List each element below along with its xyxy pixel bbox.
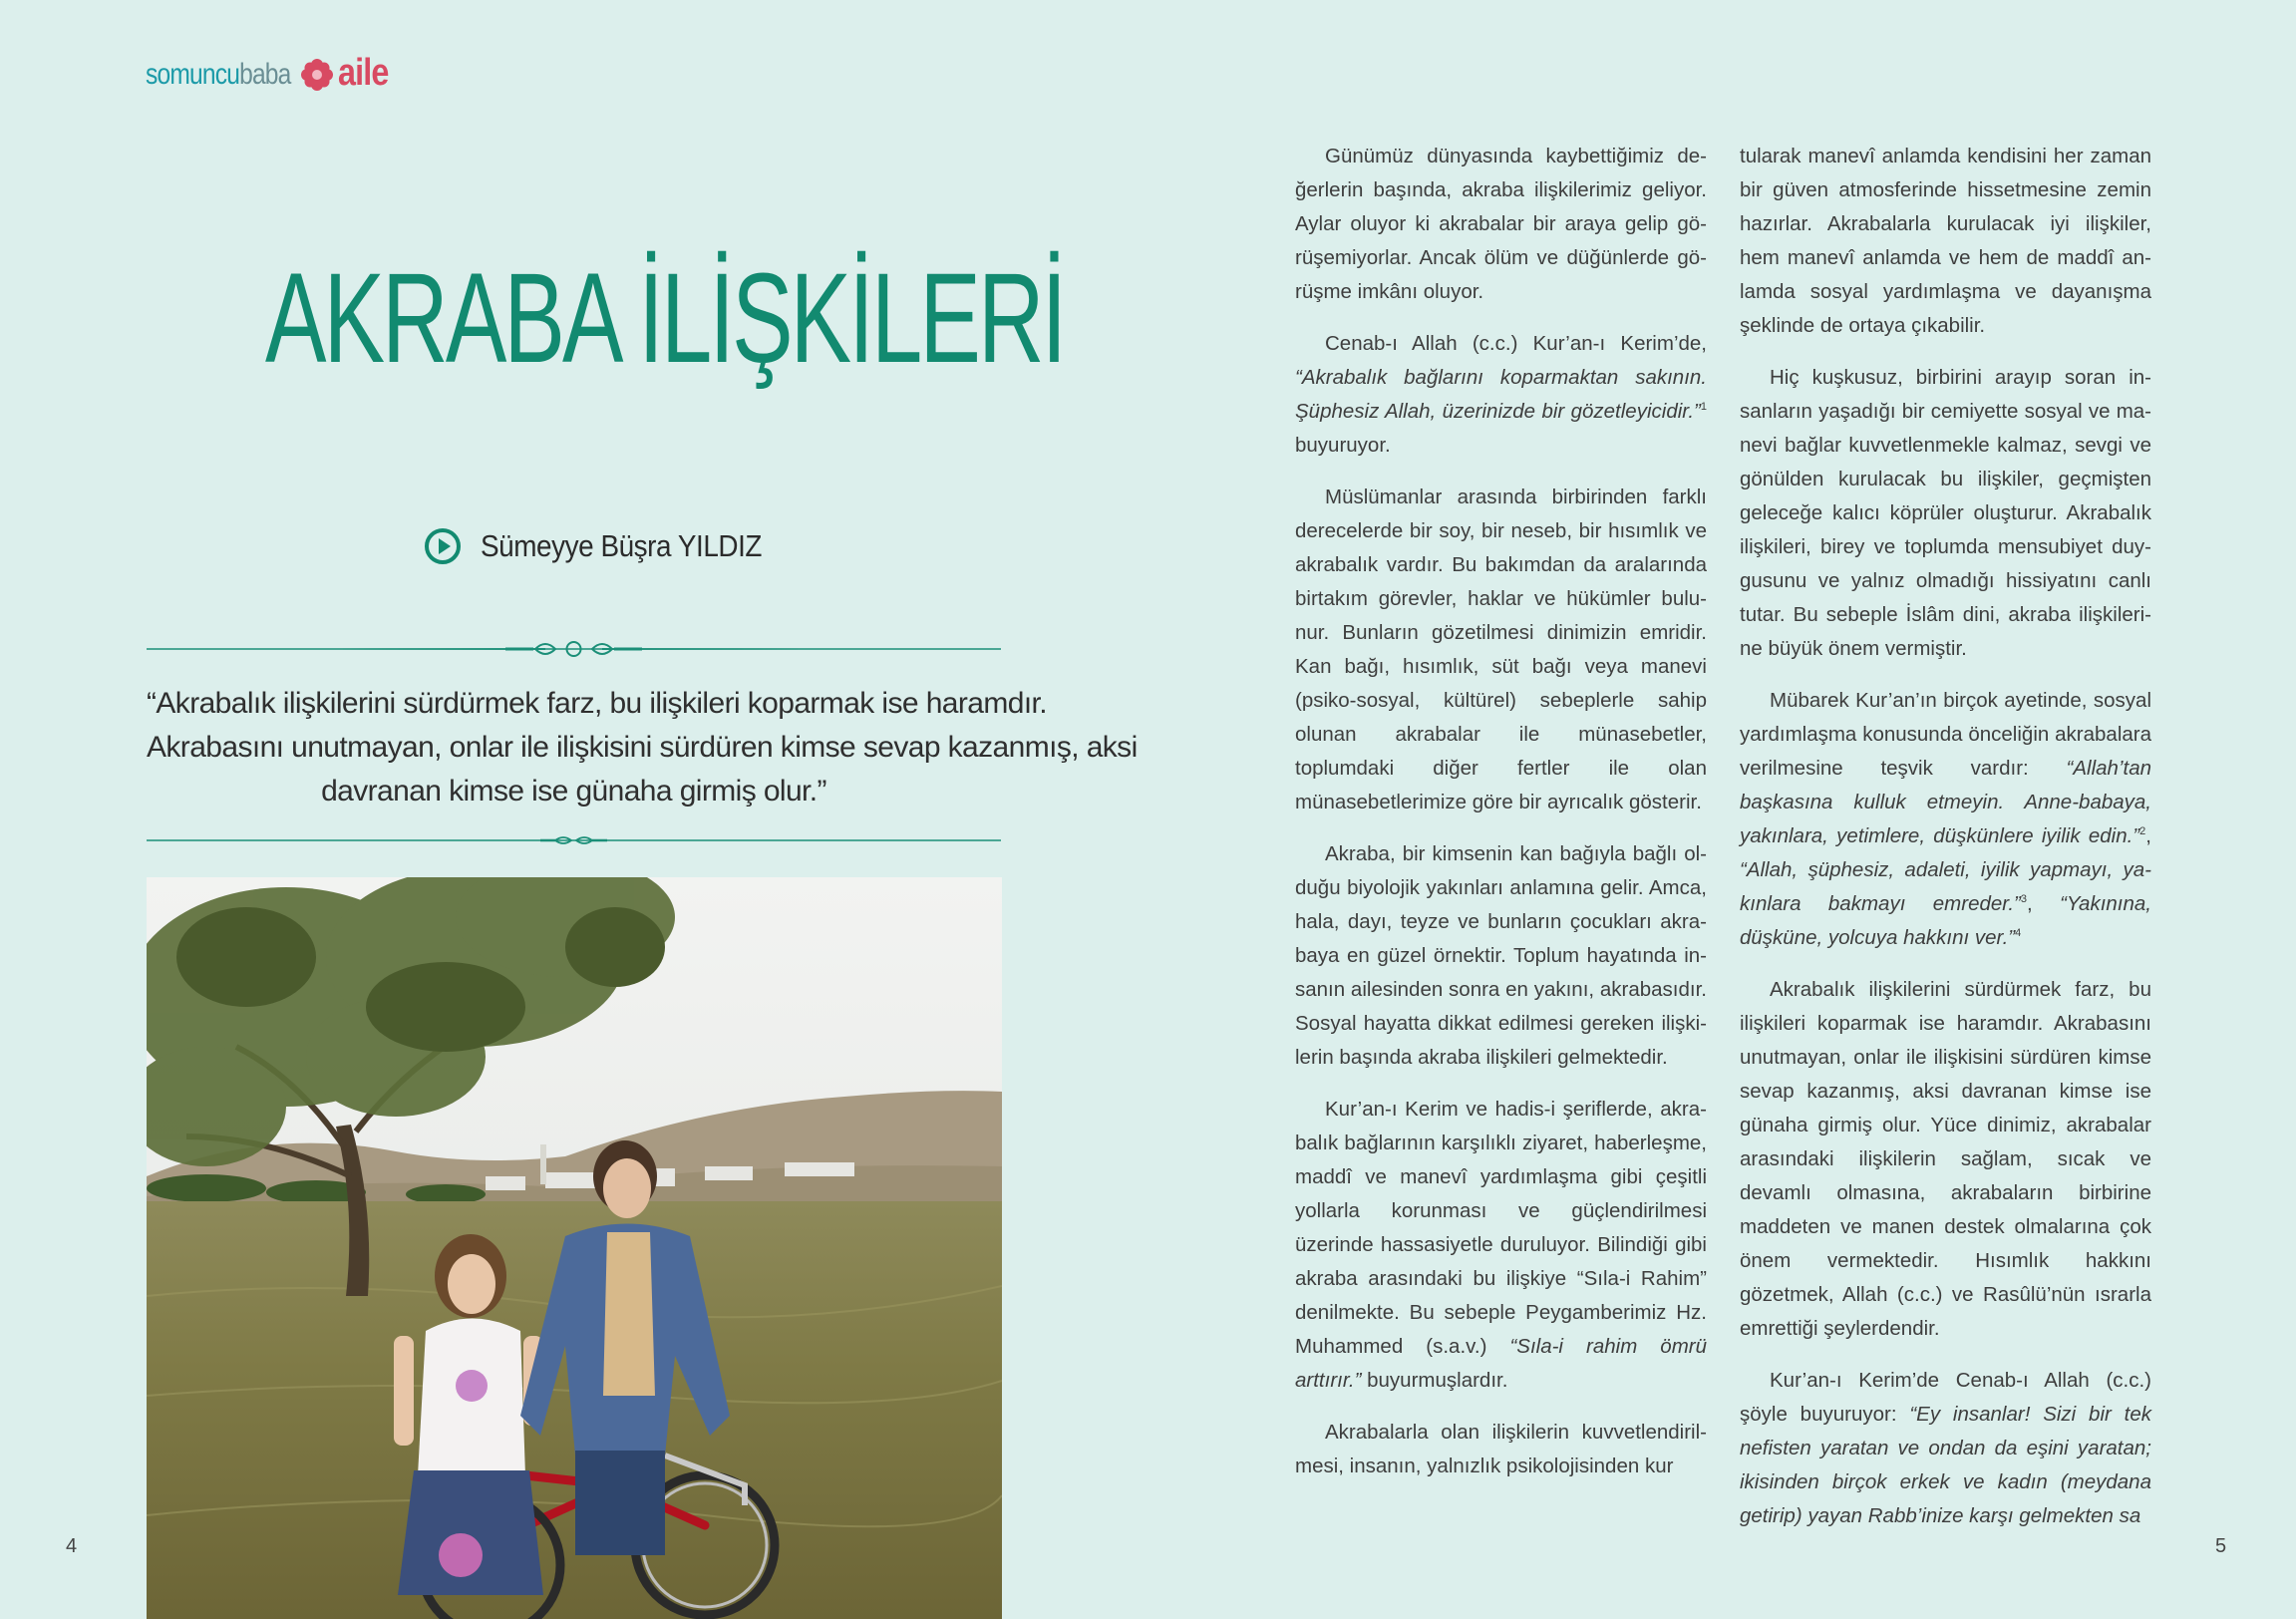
text-run: Kur’an-ı Kerim ve hadis-i şeriflerde, akrabalık bağlarının karşılıklı ziyaret, haberleşme, maddî ve manevî yardımlaşma gibi çeşitli yollarla korunması ve güçlendirilmesi üzerinde hassasiyetle duruluyor. Bilindiği gibi akraba arasındaki bu ilişkiye “Sıla-i Rahim” denilmekte. Bu sebeple Peygamberimiz Hz. Muhammed (s.a.v.) [1295, 1098, 1707, 1358]
logo-part-somuncu: somuncu [146, 58, 240, 91]
logo-wordmark [146, 58, 291, 92]
text-run: Cenab-ı Allah (c.c.) Kur’an-ı Kerim’de, [1325, 332, 1707, 355]
pull-quote-line: “Akrabalık ilişkilerini sürdürmek farz, bu ilişkileri koparmak ise haramdır. [147, 687, 1048, 720]
page-number-right: 5 [2215, 1535, 2227, 1557]
footnote-marker: 3 [2020, 893, 2027, 906]
article-photo [147, 877, 1002, 1619]
play-circle-icon [423, 526, 463, 566]
quote-run: “Ey insanlar! Sizi bir tek nefisten yaratan ve ondan da eşini yaratan; ikisinden birçok erkek ve kadın (meydana getirip) yayan Rabb’inize karşı gelmekten sa [1740, 1403, 2151, 1527]
logo-part-aile: aile [338, 51, 389, 94]
author-name: Sümeyye Büşra YILDIZ [481, 528, 763, 563]
author-byline [423, 522, 793, 570]
text-column-1 [1295, 140, 1707, 1501]
quote-run: “Akrabalık bağlarını koparmaktan sakının. Şüphesiz Allah, üzerinizde bir gözetleyicidir.” [1295, 366, 1707, 423]
magazine-logo [146, 52, 398, 98]
text-run: Kur’an-ı Kerim’de Cenab-ı Allah (c.c.) şöyle buyuruyor: [1740, 1369, 2151, 1426]
ornamental-divider-bottom [147, 825, 1001, 855]
paragraph [1740, 684, 2151, 955]
quote-run: “Yakınına, düşküne, yolcuya hakkını ver.” [1740, 892, 2151, 949]
paragraph: Hiç kuşkusuz, birbirini arayıp soran insanların yaşadığı bir cemiyette sosyal ve manevi bağlar kuvvetlenmekle kalmaz, sevgi ve gönülden kurulacak bu ilişkiler, geçmişten geleceğe kalıcı köprüler oluşturur. Akrabalık ilişkileri, birey ve toplumda mensubiyet duygusunu ve yalnız olmadığı hissiyatını canlı tutar. Bu sebeple İslâm dini, akraba ilişkilerine büyük önem vermiştir. [1740, 366, 2151, 660]
text-run: , [2026, 892, 2061, 915]
paragraph [1295, 1093, 1707, 1398]
paragraph: Akraba, bir kimsenin kan bağıyla bağlı olduğu biyolojik yakınları anlamına gelir. Amca, hala, dayı, teyze ve bunların çocukları akrabaya en güzel örnektir. Toplum hayatında insanın ailesinden sonra en yakını, akrabasıdır. Sosyal hayatta dikkat edilmesi gereken ilişkilerin başında akraba ilişkileri gelmektedir. [1295, 842, 1707, 1069]
paragraph: Günümüz dünyasında kaybettiğimiz değerlerin başında, akraba ilişkilerimiz geliyor. Aylar oluyor ki akrabalar bir araya gelip görüşemiyorlar. Ancak ölüm ve düğünlerde görüşme imkânı oluyor. [1295, 145, 1707, 303]
footnote-marker: 1 [1700, 401, 1707, 414]
page-number-left: 4 [66, 1535, 78, 1557]
footnote-marker: 2 [2139, 825, 2146, 838]
text-column-2 [1740, 140, 2151, 1551]
flower-icon [300, 58, 334, 92]
text-run: Mübarek Kur’an’ın birçok ayetinde, sosyal yardımlaşma konusunda önceliğin akrabalara verilmesine teşvik vardır: [1740, 689, 2151, 780]
pull-quote-line: davranan kimse ise günaha girmiş olur.” [321, 775, 826, 808]
pull-quote [147, 682, 1138, 813]
text-run: , [2145, 824, 2151, 847]
paragraph: tularak manevî anlamda kendisini her zaman bir güven atmosferinde hissetmesine zemin hazırlar. Akrabalarla kurulacak iyi ilişkiler, hem manevî anlamda ve hem de maddî anlamda sosyal yardımlaşma ve dayanışma şeklinde de ortaya çıkabilir. [1740, 145, 2151, 337]
quote-run: “Sıla-i rahim ömrü arttırır.” [1295, 1335, 1708, 1392]
paragraph [1740, 1364, 2151, 1533]
ornamental-divider-top [147, 634, 1001, 664]
logo-part-baba: baba [239, 58, 291, 91]
paragraph: Akrabalık ilişkilerini sürdürmek farz, bu ilişkileri koparmak ise haramdır. Akrabasını unutmayan, onlar ile ilişkisini sürdüren kimse sevap kazanmış, aksi davranan kimse ise günaha girmiş olur. Yüce dinimiz, akrabalar arasındaki ilişkilerin sağlam, sıcak ve devamlı olmasına, akrabaların birbirine maddeten ve manen destek olmalarına çok önem vermektedir. Hısımlık hakkını gözetmek, Allah (c.c.) ve Rasûlü’nün ısrarla emrettiği şeylerdendir. [1740, 978, 2151, 1340]
quote-run: “Allah, şüphesiz, adaleti, iyilik yapmayı, yakınlara bakmayı emreder.” [1740, 858, 2151, 915]
pull-quote-line: Akrabasını unutmayan, onlar ile ilişkisini sürdüren kimse sevap kazanmış, aksi [147, 731, 1138, 764]
paragraph [1295, 327, 1707, 463]
footnote-marker: 4 [2015, 927, 2022, 940]
text-run: buyurmuşlardır. [1361, 1369, 1508, 1392]
quote-run: “Allah’tan başkasına kulluk etmeyin. Anne-babaya, yakınlara, yetimlere, düşkünlere iyilik edin.” [1740, 757, 2151, 847]
paragraph: Akrabalarla olan ilişkilerin kuvvetlendirilmesi, insanın, yalnızlık psikolojisinden kur [1295, 1421, 1707, 1477]
paragraph: Müslümanlar arasında birbirinden farklı derecelerde bir soy, bir neseb, bir hısımlık ve akrabalık vardır. Bu bakımdan da aralarında birtakım görevler, haklar ve hükümler bulunur. Bunların gözetilmesi dinimizin emridir. Kan bağı, hısımlık, süt bağı veya manevi (psiko-sosyal, kültürel) sebeplerle sahip olunan akrabalar ile münasebetler, toplumdaki diğer fertler ile olan münasebetlerimize göre bir ayrıcalık gösterir. [1295, 486, 1707, 813]
text-run: buyuruyor. [1295, 434, 1391, 457]
article-title: AKRABA İLİŞKİLERİ [264, 247, 1065, 390]
